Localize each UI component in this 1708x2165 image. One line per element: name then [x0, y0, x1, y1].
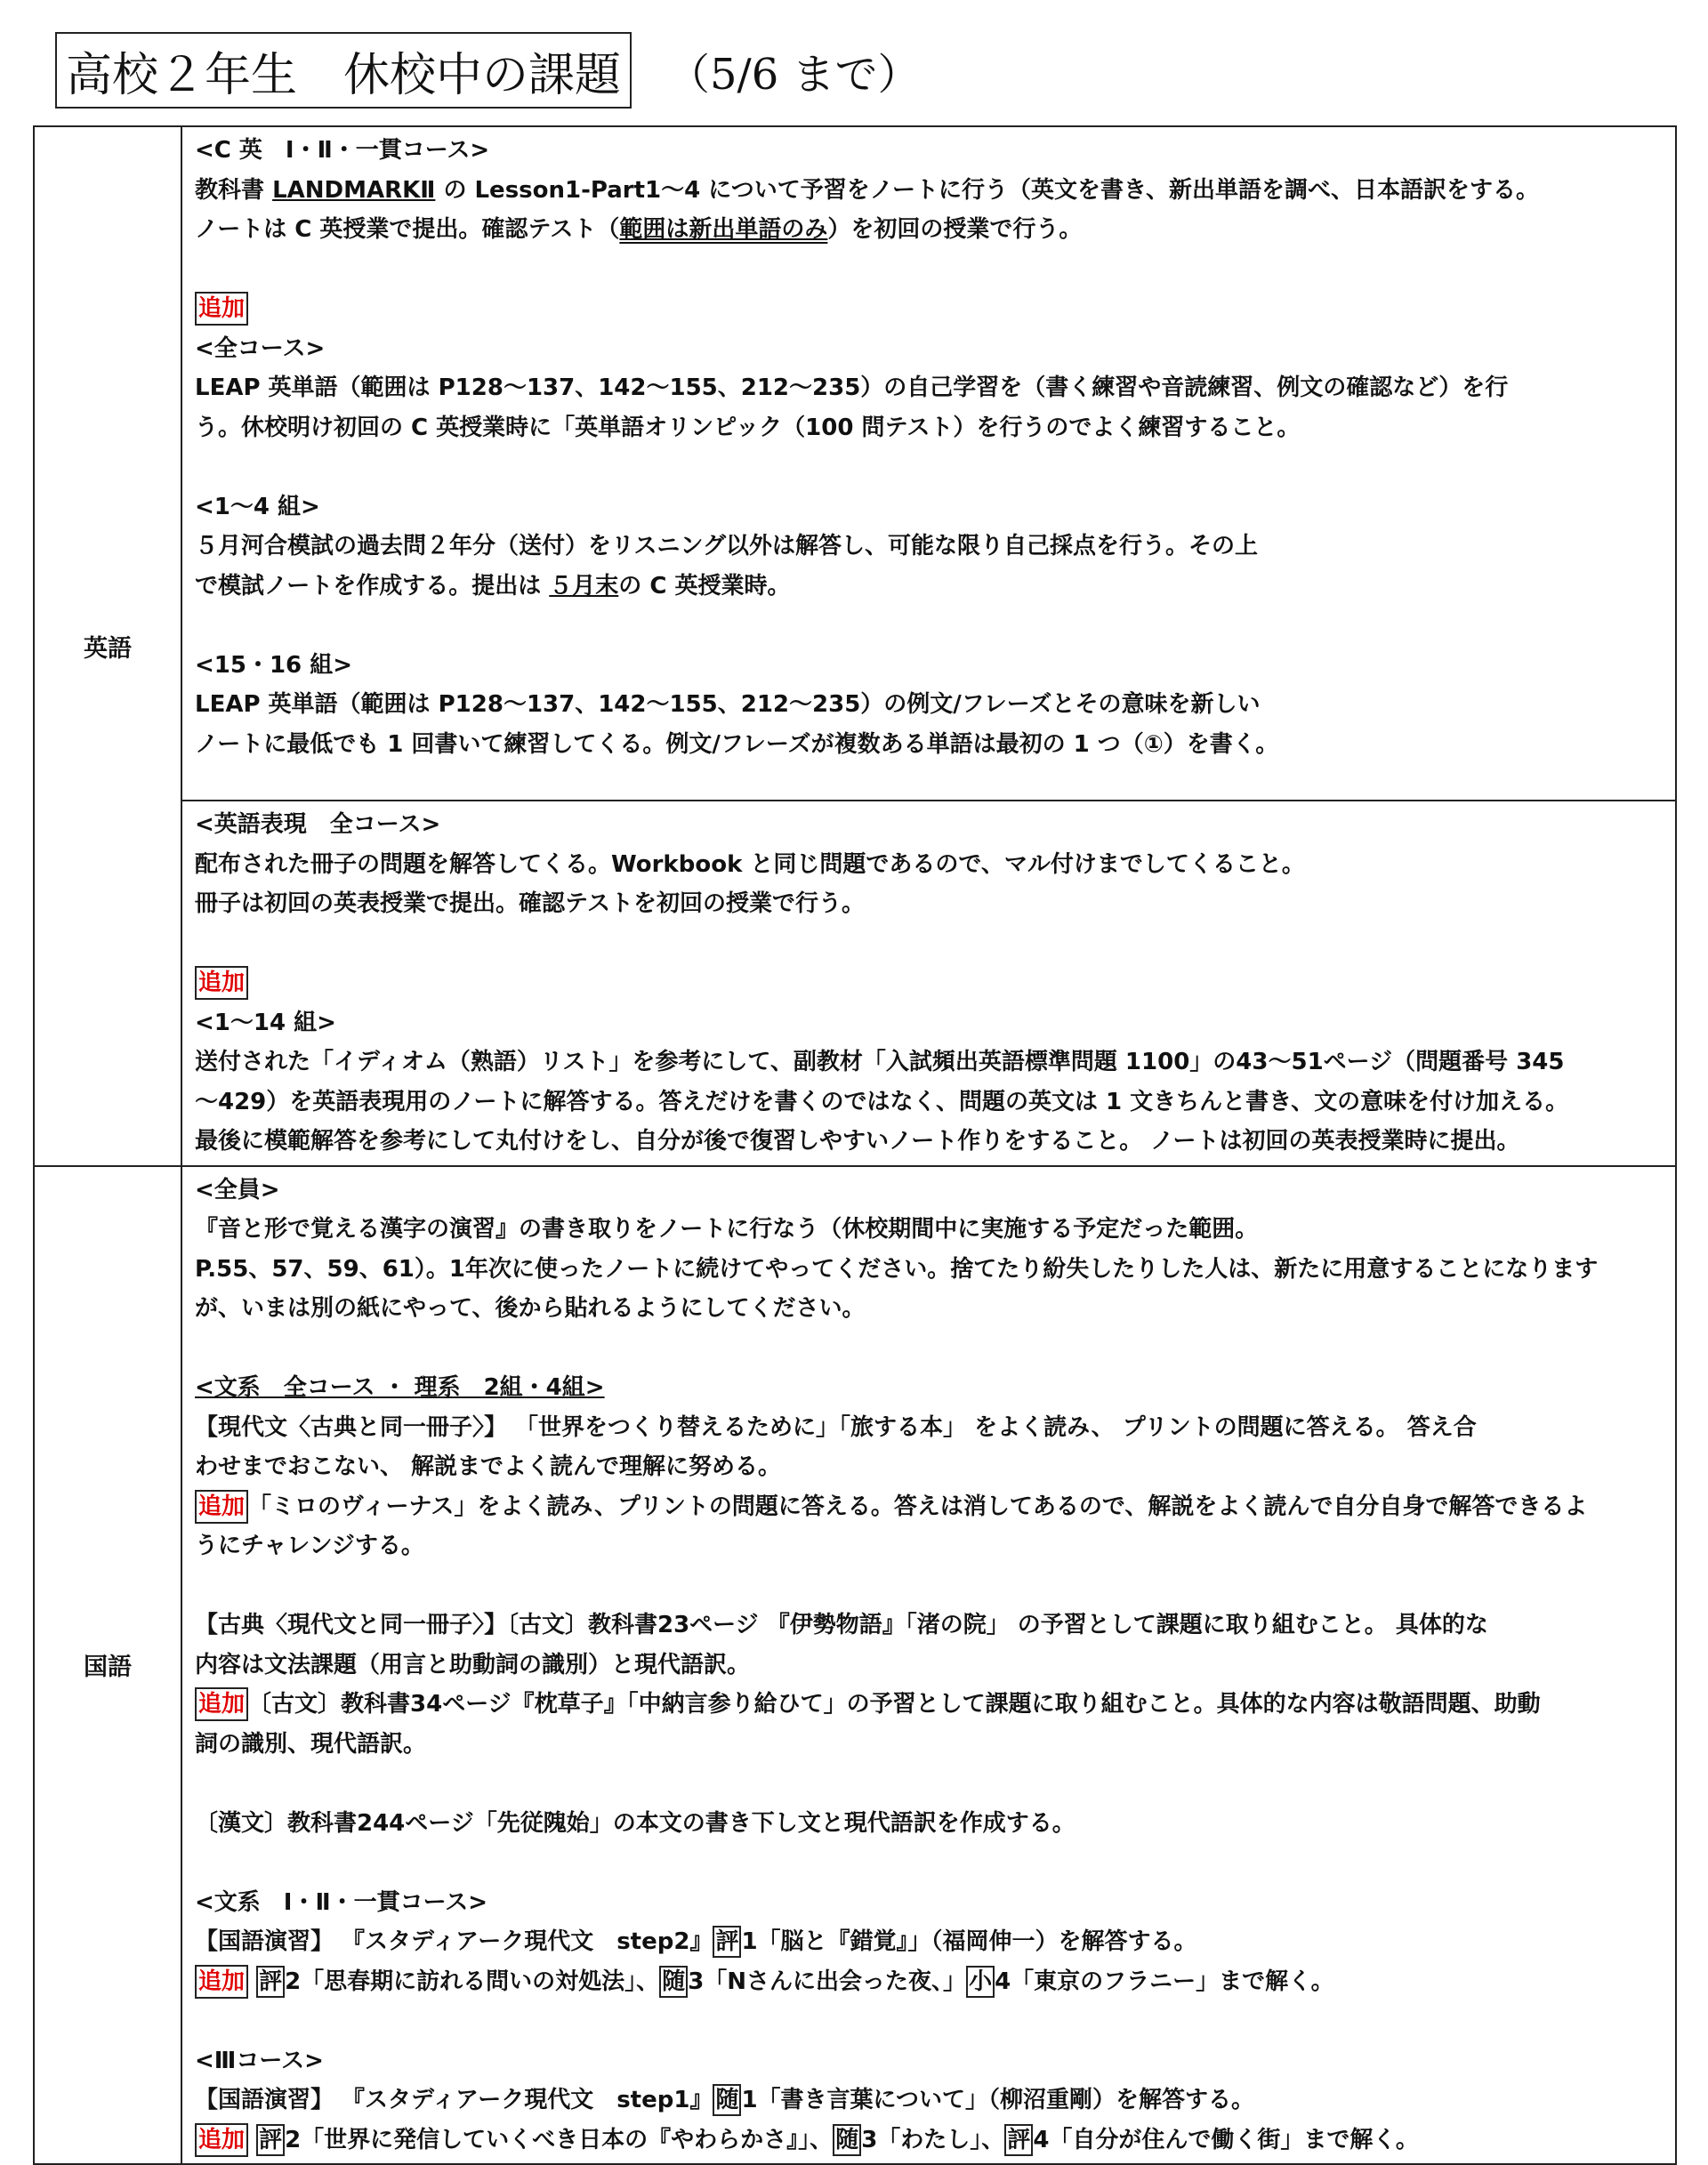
text-line: <C 英 Ⅰ・Ⅱ・一貫コース>: [195, 137, 490, 164]
text-line: 内容は文法課題（用言と助動詞の識別）と現代語訳。: [195, 1651, 751, 1678]
subject-english: 英語: [34, 126, 181, 1166]
added-tag: 追加: [195, 2123, 248, 2157]
added-tag: 追加: [195, 966, 248, 1000]
text-line: 送付された「イディオム（熟語）リスト」を参考にして、副教材「入試頻出英語標準問題 1100」の43～51ページ（問題番号 345: [195, 1049, 1565, 1075]
subject-japanese: 国語: [34, 1166, 181, 2165]
text-line: 追加 評 2「思春期に訪れる問いの対処法」、 随 3「Nさんに出会った夜、」 小 4「東京のフラニー」まで解く。: [195, 1962, 1666, 2002]
due-date: ５月末: [549, 572, 619, 600]
page-title: 高校２年生 休校中の課題: [55, 32, 632, 109]
deadline-text: （5/6 まで）: [667, 49, 921, 100]
test-scope: 範囲は新出単語のみ: [619, 216, 828, 243]
english-cell-expression: [181, 801, 1676, 1166]
text-line: 【現代文〈古典と同一冊子〉】 「世界をつくり替えるために」「旅する本」 をよく読み、 プリントの問題に答える。 答え合: [195, 1413, 1477, 1441]
english-cell-main: [181, 126, 1676, 801]
genre-box: 評: [256, 2124, 285, 2156]
text-line: 最後に模範解答を参考にして丸付けをし、自分が後で復習しやすいノート作りをすること。 ノートは初回の英表授業時に提出。: [195, 1128, 1520, 1155]
title-row: [55, 32, 921, 109]
text-line: <全員>: [195, 1176, 280, 1203]
english-row-1: [34, 126, 1676, 801]
text-line: ５月河合模試の過去問２年分（送付）をリスニング以外は解答し、可能な限り自己採点を行う。その上: [195, 533, 1258, 559]
text-line: う。休校明け初回の C 英授業時に「英単語オリンピック（100 問テスト）を行うのでよく練習すること。: [195, 414, 1301, 441]
text-line: 追加 「ミロのヴィーナス」をよく読み、プリントの問題に答える。答えは消してあるので、解説をよく読んで自分自身で解答できるよ: [195, 1487, 1666, 1527]
text-line: 配布された冊子の問題を解答してくる。Workbook と同じ問題であるので、マル付けまでしてくること。: [195, 850, 1305, 878]
text-line: <英語表現 全コース>: [195, 811, 441, 838]
japanese-row: [34, 1166, 1676, 2165]
genre-box: 随: [659, 1966, 688, 1998]
text-line: <文系 Ⅰ・Ⅱ・一貫コース>: [195, 1888, 488, 1916]
text-line: で模試ノートを作成する。提出は ５月末の C 英授業時。: [195, 572, 791, 600]
genre-box: 小: [966, 1966, 995, 1998]
genre-box: 評: [713, 1926, 741, 1958]
added-tag: 追加: [195, 1965, 248, 1999]
genre-box: 評: [256, 1966, 285, 1998]
textbook-name: LANDMARKⅡ: [272, 176, 436, 204]
text-line: 【古典〈現代文と同一冊子〉】〔古文〕教科書23ページ 『伊勢物語』「渚の院」 の予習として課題に取り組むこと。 具体的な: [195, 1612, 1488, 1638]
text-line: 追加 〔古文〕教科書34ページ『枕草子』「中納言参り給ひて」の予習として課題に取り組むこと。具体的な内容は敬語問題、助動: [195, 1685, 1666, 1725]
text-line: <文系 全コース ・ 理系 2組・4組>: [195, 1374, 605, 1401]
english-row-2: [34, 801, 1676, 1166]
text-line: わせまでおこない、 解説までよく読んで理解に努める。: [195, 1453, 782, 1480]
text-line: うにチャレンジする。: [195, 1533, 424, 1559]
text-line: が、いまは別の紙にやって、後から貼れるようにしてください。: [195, 1295, 866, 1322]
assignment-table: [33, 125, 1677, 2165]
added-tag: 追加: [195, 1687, 248, 1721]
text-line: LEAP 英単語（範囲は P128～137、142～155、212～235）の自己学習を（書く練習や音読練習、例文の確認など）を行: [195, 374, 1509, 401]
genre-box: 随: [713, 2084, 741, 2116]
text-line: 『音と形で覚える漢字の演習』の書き取りをノートに行なう（休校期間中に実施する予定だった範囲。: [195, 1216, 1259, 1243]
text-line: <15・16 組>: [195, 651, 352, 679]
text-line: 詞の識別、現代語訳。: [195, 1730, 427, 1758]
text-line: 〔漢文〕教科書244ページ「先従隗始」の本文の書き下し文と現代語訳を作成する。: [195, 1809, 1076, 1837]
japanese-cell: [181, 1166, 1676, 2165]
text-line: 【国語演習】 『スタディアーク現代文 step1』 随 1「書き言葉について」（柳沼重剛）を解答する。: [195, 2080, 1666, 2121]
text-line: ノートは C 英授業で提出。確認テスト（範囲は新出単語のみ）を初回の授業で行う。: [195, 216, 1083, 243]
text-line: <Ⅲコース>: [195, 2047, 324, 2074]
genre-box: 評: [1004, 2124, 1033, 2156]
text-line: ノートに最低でも 1 回書いて練習してくる。例文/フレーズが複数ある単語は最初の 1 つ（①）を書く。: [195, 730, 1279, 758]
text-line: 教科書 LANDMARKⅡ の Lesson1-Part1～4 について予習をノートに行う（英文を書き、新出単語を調べ、日本語訳をする。: [195, 176, 1539, 204]
text-line: ～429）を英語表現用のノートに解答する。答えだけを書くのではなく、問題の英文は 1 文きちんと書き、文の意味を付け加える。: [195, 1088, 1569, 1115]
text-line: 追加 評 2「世界に発信していくべき日本の『やわらかさ』」、 随 3「わたし」、 評 4「自分が住んで働く街」まで解く。: [195, 2121, 1666, 2161]
added-tag: 追加: [195, 1490, 248, 1524]
genre-box: 随: [833, 2124, 861, 2156]
text-line: 冊子は初回の英表授業で提出。確認テストを初回の授業で行う。: [195, 890, 865, 917]
text-line: LEAP 英単語（範囲は P128～137、142～155、212～235）の例文/フレーズとその意味を新しい: [195, 691, 1261, 718]
text-line: P.55、57、59、61）。1年次に使ったノートに続けてやってください。捨てたり紛失したりした人は、新たに用意することになります: [195, 1255, 1599, 1283]
text-line: <全コース>: [195, 334, 326, 362]
text-line: <1～4 組>: [195, 493, 320, 520]
added-tag: 追加: [195, 292, 248, 326]
text-line: 【国語演習】 『スタディアーク現代文 step2』 評 1「脳と『錯覚』」（福岡伸一）を解答する。: [195, 1922, 1666, 1962]
text-line: <1～14 組>: [195, 1009, 336, 1036]
